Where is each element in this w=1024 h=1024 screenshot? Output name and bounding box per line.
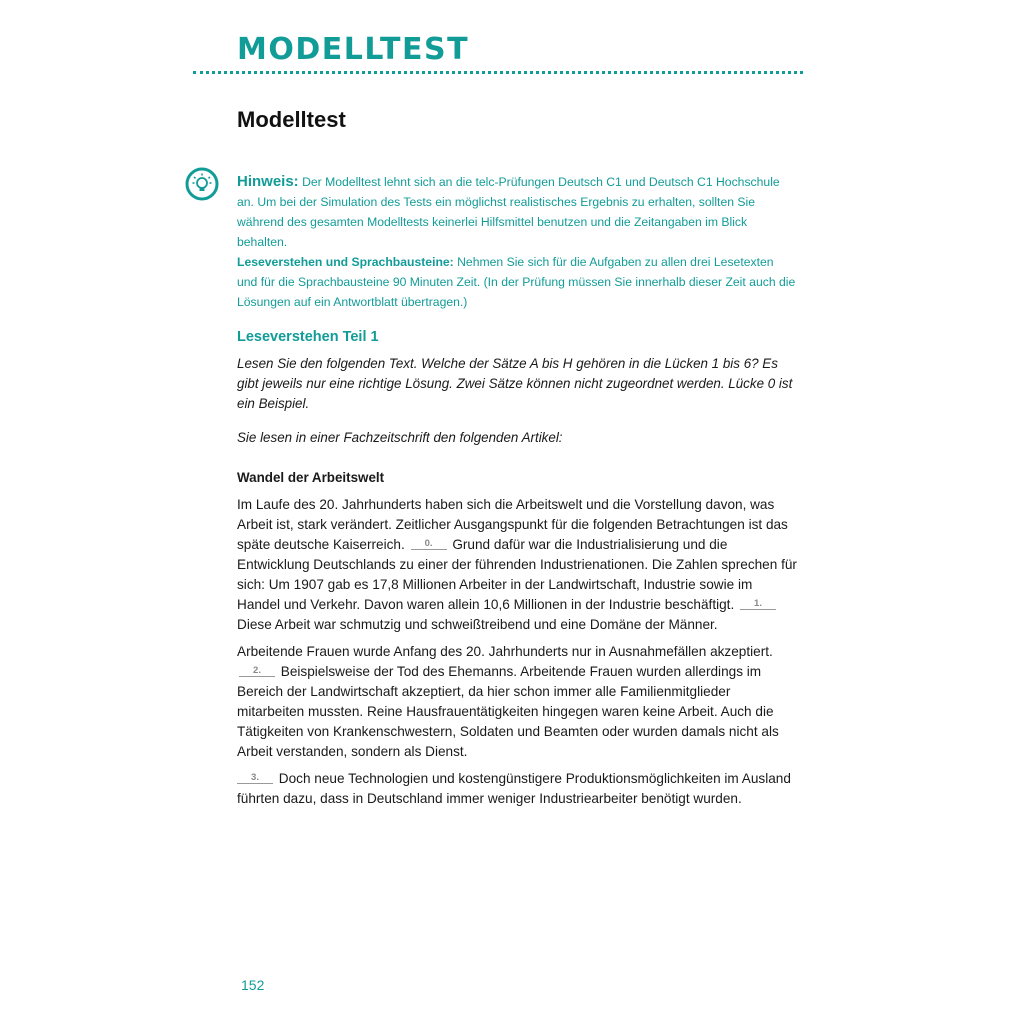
article-body xyxy=(237,495,797,816)
gap-marker-0[interactable]: 0. xyxy=(411,538,447,550)
hint-sub-text: Nehmen Sie sich für die Aufgaben zu allen drei Lesetexten und für die Sprachbausteine 90 Minuten Zeit. (In der Prüfung müssen Sie innerhalb dieser Zeit auch die Lösungen auf ein Antwortblatt übertragen.) xyxy=(237,255,796,309)
hint-text: Der Modelltest lehnt sich an die telc-Prüfungen Deutsch C1 und Deutsch C1 Hochschule an. Um bei der Simulation des Tests ein möglichst realistisches Ergebnis zu erhalten, sollten Sie während des gesamten Modelltests keinerlei Hilfsmittel benutzen und die Zeitangaben im Blick behalten. xyxy=(237,175,780,249)
hint-label: Hinweis: xyxy=(237,173,299,190)
article-title: Wandel der Arbeitswelt xyxy=(237,470,385,485)
lightbulb-icon xyxy=(185,167,219,201)
article-text: Grund dafür war die Industrialisierung und die Entwicklung Deutschlands zu einer der führenden Industrienationen. Die Zahlen sprechen für sich: Um 1907 gab es 17,8 Millionen Arbeiter in der Landwirtschaft, Industrie sowie im Handel und Verkehr. Davon waren allein 10,6 Millionen in der Industrie beschäftigt. xyxy=(237,537,797,612)
article-text: Beispielsweise der Tod des Ehemanns. Arbeitende Frauen wurden allerdings im Bereich der Landwirtschaft akzeptiert, da hier schon immer alle Familienmitglieder mitarbeiten mussten. Reine Hausfrauentätigkeiten hingegen waren keine Arbeit. Auch die Tätigkeiten von Krankenschwestern, Soldaten und Beamten oder wurden damals nicht als Arbeit verstanden, sondern als Dienst. xyxy=(237,664,779,759)
section-heading: Leseverstehen Teil 1 xyxy=(237,329,379,345)
hint-paragraph xyxy=(237,172,797,252)
hint-sub-paragraph xyxy=(237,252,797,312)
hint-sub-label: Leseverstehen und Sprachbausteine: xyxy=(237,255,454,269)
page-number: 152 xyxy=(241,977,265,993)
gap-marker-3[interactable]: 3. xyxy=(237,772,273,784)
task-instructions: Lesen Sie den folgenden Text. Welche der Sätze A bis H gehören in die Lücken 1 bis 6? Es gibt jeweils nur eine richtige Lösung. Zwei Sätze können nicht zugeordnet werden. Lücke 0 ist ein Beispiel. xyxy=(237,356,793,411)
header-dotted-rule xyxy=(193,71,803,74)
article-text: Arbeitende Frauen wurde Anfang des 20. Jahrhunderts nur in Ausnahmefällen akzeptiert. xyxy=(237,644,773,659)
article-text: Diese Arbeit war schmutzig und schweißtreibend und eine Domäne der Männer. xyxy=(237,617,718,632)
hint-box xyxy=(237,172,797,312)
article-text: Doch neue Technologien und kostengünstigere Produktionsmöglichkeiten im Ausland führten dazu, dass in Deutschland immer weniger Industriearbeiter benötigt wurden. xyxy=(237,771,791,806)
article-text: Im Laufe des 20. Jahrhunderts haben sich die Arbeitswelt und die Vorstellung davon, was Arbeit ist, stark verändert. Zeitlicher Ausgangspunkt für die folgenden Betrachtungen ist das späte deutsche Kaiserreich. xyxy=(237,497,788,552)
gap-marker-2[interactable]: 2. xyxy=(239,665,275,677)
header-title: MODELLTEST xyxy=(237,32,470,67)
article-paragraph xyxy=(237,642,797,762)
page-title: Modelltest xyxy=(237,107,346,132)
task-context: Sie lesen in einer Fachzeitschrift den folgenden Artikel: xyxy=(237,430,563,445)
gap-marker-1[interactable]: 1. xyxy=(740,598,776,610)
article-paragraph xyxy=(237,769,797,809)
article-paragraph xyxy=(237,495,797,635)
